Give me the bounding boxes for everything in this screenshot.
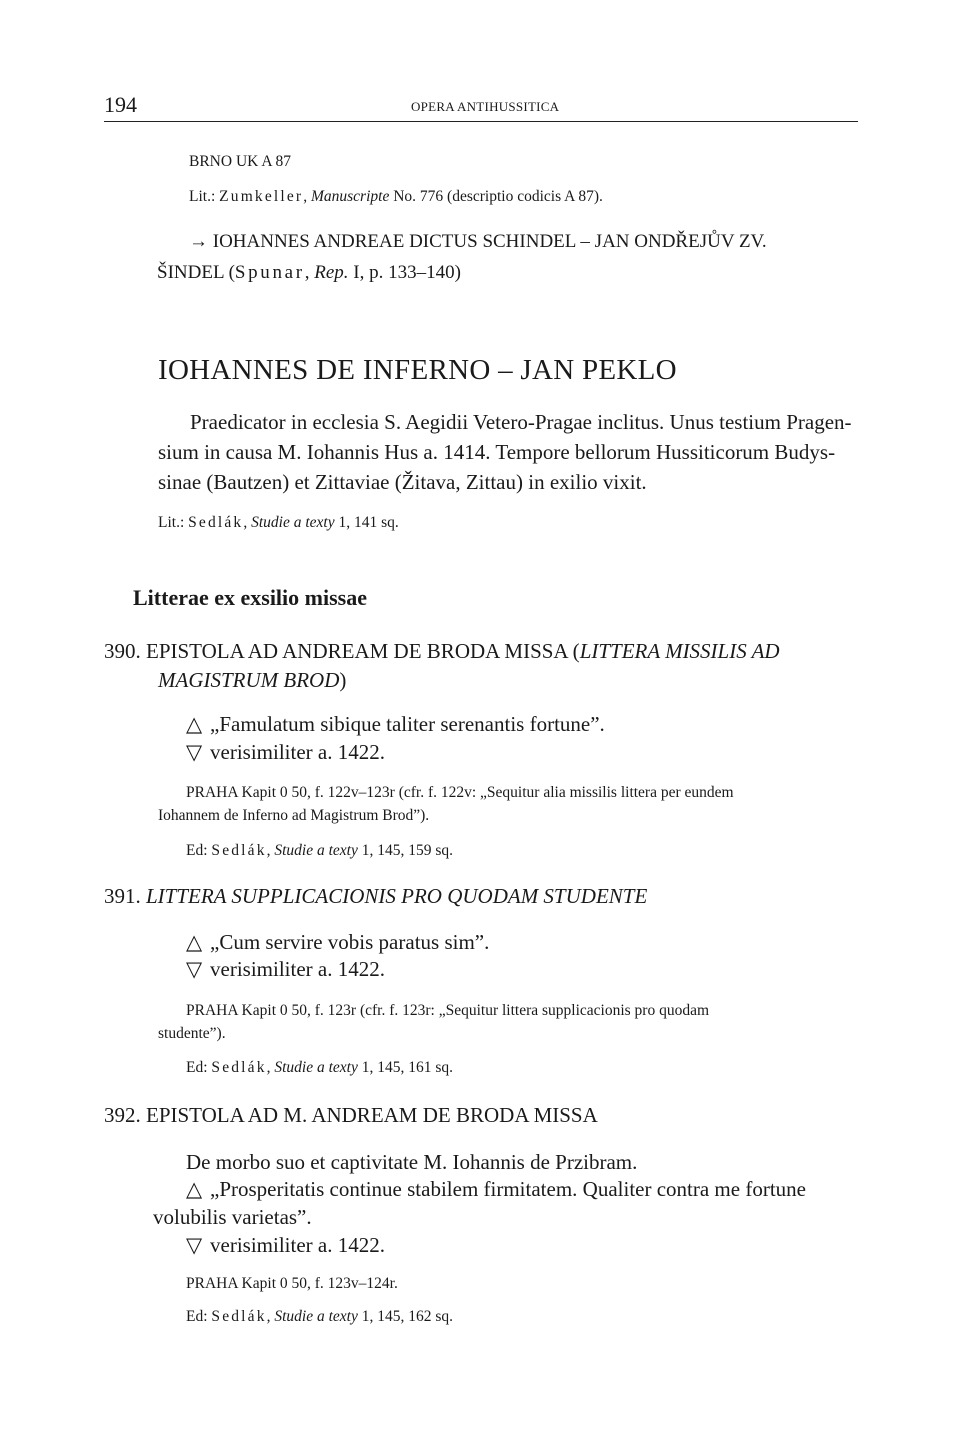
entry-391-edition: Ed: Sedlák, Studie a texty 1, 145, 161 sq. [186,1059,454,1076]
entry-392-edition: Ed: Sedlák, Studie a texty 1, 145, 162 sq. [186,1308,454,1325]
entry-391-manuscript-line-1: PRAHA Kapit 0 50, f. 123r (cfr. f. 123r: „Sequitur littera supplicacionis pro quodam [186,1002,710,1019]
entry-392-manuscript: PRAHA Kapit 0 50, f. 123v–124r. [186,1275,398,1292]
triangle-down-icon: ▽ [186,1233,203,1257]
header-rule [104,121,858,122]
entry-392-subject: De morbo suo et captivitate M. Iohannis de Przibram. [186,1150,638,1174]
entry-390-manuscript-line-1: PRAHA Kapit 0 50, f. 122v–123r (cfr. f. 122v: „Sequitur alia missilis littera per eundem [186,784,734,801]
running-title: OPERA ANTIHUSSITICA [411,99,560,114]
entry-390-manuscript-line-2: Iohannem de Inferno ad Magistrum Brod”). [158,807,430,824]
triangle-down-icon: ▽ [186,957,203,981]
shelfmark: BRNO UK A 87 [189,153,292,170]
triangle-up-icon: △ [186,712,203,736]
arrow-right-icon: → [189,231,208,252]
entry-390-edition: Ed: Sedlák, Studie a texty 1, 145, 159 sq. [186,842,454,859]
crossref-line-2: ŠINDEL (Spunar, Rep. I, p. 133–140) [157,262,461,283]
entry-390-title-line-2: MAGISTRUM BROD) [158,668,347,692]
triangle-up-icon: △ [186,930,203,954]
author-heading: IOHANNES DE INFERNO – JAN PEKLO [158,354,677,386]
entry-391-manuscript-line-2: studente”). [158,1025,226,1042]
entry-392-incipit-line-1: △ „Prosperitatis continue stabilem firmitatem. Qualiter contra me fortune [186,1177,806,1201]
entry-390-title-line-1: 390. EPISTOLA AD ANDREAM DE BRODA MISSA (LITTERA MISSILIS AD [104,639,780,663]
section-heading: Litterae ex exsilio missae [133,585,367,610]
entry-391-title: 391. LITTERA SUPPLICACIONIS PRO QUODAM STUDENTE [104,884,648,908]
crossref-line-1: → IOHANNES ANDREAE DICTUS SCHINDEL – JAN ONDŘEJŮV ZV. [189,231,767,252]
triangle-up-icon: △ [186,1177,203,1201]
entry-391-incipit: △ „Cum servire vobis paratus sim”. [186,930,490,954]
brno-literature: Lit.: Zumkeller, Manuscripte No. 776 (descriptio codicis A 87). [189,188,603,205]
triangle-down-icon: ▽ [186,740,203,764]
entry-392-incipit-line-2: volubilis varietas”. [153,1205,312,1229]
bio-line-3: sinae (Bautzen) et Zittaviae (Žitava, Zittau) in exilio vixit. [158,470,647,494]
bio-line-2: sium in causa M. Iohannis Hus a. 1414. Tempore bellorum Hussiticorum Budys- [158,440,836,464]
entry-number: 390. [104,639,141,663]
entry-number: 391. [104,884,141,908]
entry-392-title: 392. EPISTOLA AD M. ANDREAM DE BRODA MISSA [104,1103,598,1127]
entry-390-incipit: △ „Famulatum sibique taliter serenantis fortune”. [186,712,605,736]
entry-391-date: ▽ verisimiliter a. 1422. [186,957,385,981]
entry-390-date: ▽ verisimiliter a. 1422. [186,740,385,764]
bio-line-1: Praedicator in ecclesia S. Aegidii Vetero-Pragae inclitus. Unus testium Pragen- [190,410,852,434]
entry-number: 392. [104,1103,141,1127]
entry-392-date: ▽ verisimiliter a. 1422. [186,1233,385,1257]
page-number: 194 [104,92,137,117]
bio-literature: Lit.: Sedlák, Studie a texty 1, 141 sq. [158,514,399,531]
